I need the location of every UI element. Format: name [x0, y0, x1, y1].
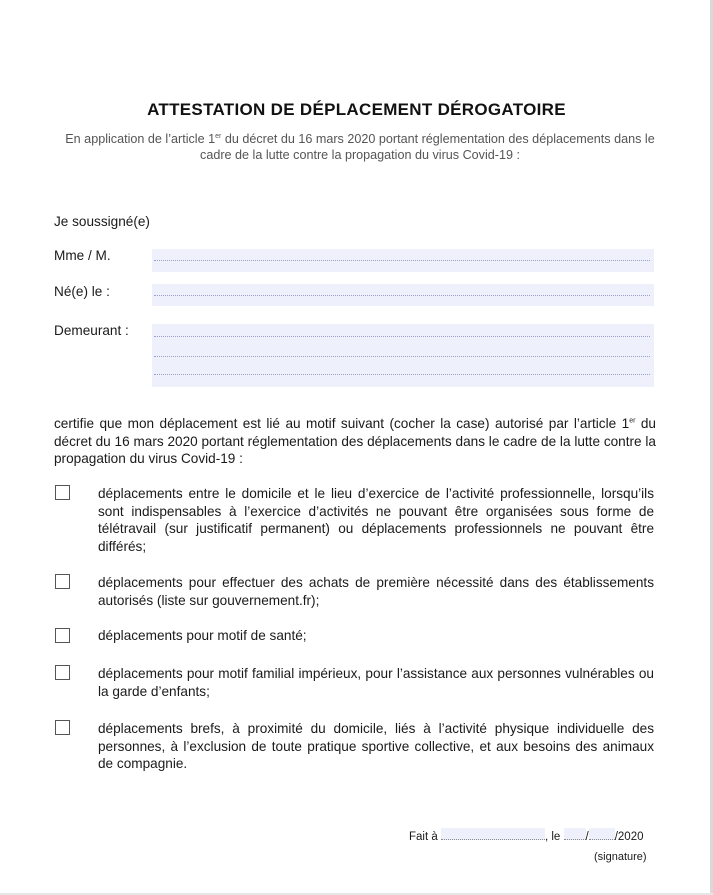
checkbox-purchases[interactable]	[55, 574, 70, 589]
birth-label: Né(e) le :	[54, 284, 110, 299]
document-subtitle	[60, 131, 660, 163]
birth-field[interactable]	[152, 284, 654, 306]
address-field-line	[154, 356, 650, 357]
place-field[interactable]	[441, 828, 545, 840]
date-le-label: , le	[544, 831, 561, 843]
option-physical-activity: déplacements brefs, à proximité du domicile, liés à l’activité physique individuelle des personnes, à l’exclusion de toute pratique sportive collective, et aux besoins des animaux de compagnie.	[98, 721, 654, 771]
date-separator: /	[585, 831, 589, 843]
subtitle-part1: En application de l’article 1	[65, 132, 216, 146]
birth-field-line	[154, 295, 650, 296]
certify-part1: certifie que mon déplacement est lié au motif suivant (cocher la case) autorisé par l’article 1	[54, 416, 630, 431]
address-field[interactable]	[152, 324, 654, 387]
signature-caption: (signature)	[594, 851, 647, 863]
checkbox-health[interactable]	[55, 628, 70, 643]
option-health: déplacements pour motif de santé;	[98, 628, 307, 643]
option-purchases: déplacements pour effectuer des achats de première nécessité dans des établissements autorisés (liste sur gouvernement.fr);	[98, 575, 654, 608]
certify-paragraph	[54, 415, 656, 468]
month-field[interactable]	[589, 828, 615, 840]
subtitle-sup: er	[215, 132, 222, 140]
name-label: Mme / M.	[54, 248, 111, 263]
intro-label: Je soussigné(e)	[54, 214, 150, 229]
address-field-line	[154, 374, 650, 375]
checkbox-physical-activity[interactable]	[55, 720, 70, 735]
fait-a-label: Fait à	[409, 831, 438, 843]
address-label: Demeurant :	[54, 323, 129, 338]
option-family: déplacements pour motif familial impérieux, pour l’assistance aux personnes vulnérables ou la garde d’enfants;	[98, 666, 654, 699]
year-label: /2020	[614, 831, 644, 843]
option-professional: déplacements entre le domicile et le lieu d’exercice de l’activité professionnelle, lorsqu’ils sont indispensables à l’exercice d’activités ne pouvant être organisées sous forme de télétravail (sur justificatif permanent) ou déplacements professionnels ne pouvant être différés;	[98, 486, 654, 554]
name-field-line	[154, 260, 650, 261]
day-field[interactable]	[564, 828, 586, 840]
certify-sup: er	[629, 417, 636, 425]
certify-part2: du décret du 16 mars 2020 portant réglementation des déplacements dans le cadre de la lutte contre la propagation du virus Covid-19 :	[54, 416, 656, 466]
checkbox-family[interactable]	[55, 665, 70, 680]
name-field[interactable]	[152, 249, 654, 272]
document-title: ATTESTATION DE DÉPLACEMENT DÉROGATOIRE	[147, 100, 566, 119]
checkbox-professional[interactable]	[55, 485, 70, 500]
subtitle-part2: du décret du 16 mars 2020 portant réglementation des déplacements dans le cadre de la lutte contre la propagation du virus Covid-19 :	[200, 132, 655, 162]
address-field-line	[154, 336, 650, 337]
signature-line	[409, 828, 644, 843]
